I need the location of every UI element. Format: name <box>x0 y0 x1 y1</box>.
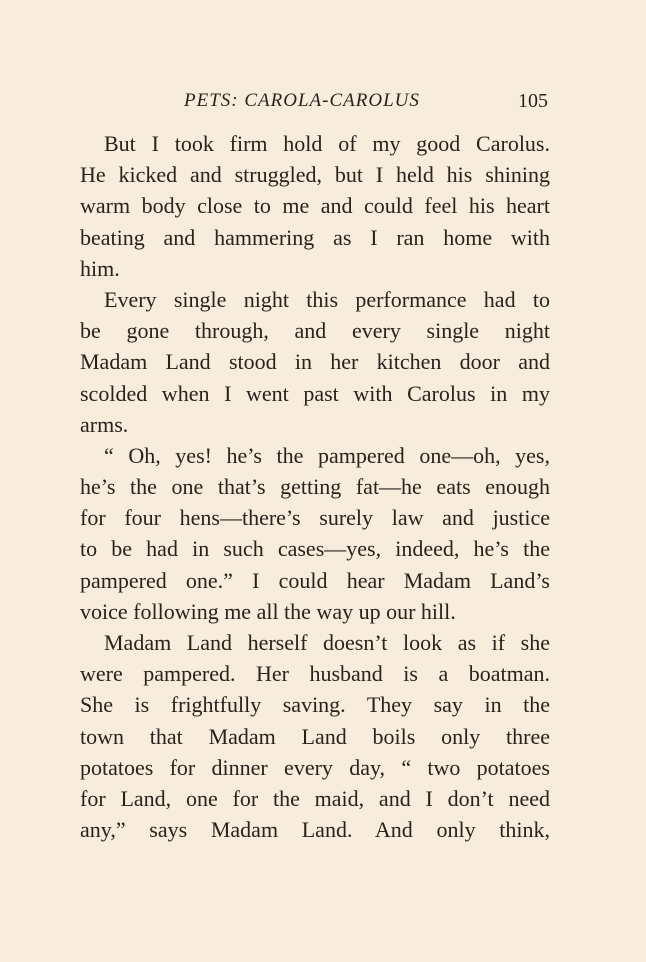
text-line: He kicked and struggled, but I held his shining <box>80 162 550 188</box>
text-line: But I took firm hold of my good Carolus. <box>104 131 550 156</box>
text-line: be gone through, and every single night <box>80 318 550 344</box>
page-number: 105 <box>518 90 548 112</box>
text-line: to be had in such cases—yes, indeed, he’s the <box>80 536 550 562</box>
text-line: Madam Land herself doesn’t look as if she <box>104 630 550 655</box>
text-line: Madam Land stood in her kitchen door and <box>80 349 550 375</box>
text-line: She is frightfully saving. They say in the <box>80 692 550 718</box>
text-line: voice following me all the way up our hill. <box>80 598 456 624</box>
text-line: arms. <box>80 411 129 437</box>
text-line: him. <box>80 255 120 281</box>
text-line: he’s the one that’s getting fat—he eats enough <box>80 474 550 500</box>
text-line: potatoes for dinner every day, “ two potatoes <box>80 754 550 780</box>
text-line: scolded when I went past with Carolus in my <box>80 380 550 406</box>
text-line: for Land, one for the maid, and I don’t need <box>80 785 550 811</box>
text-line: beating and hammering as I ran home with <box>80 224 550 250</box>
body-text <box>80 128 550 845</box>
running-title: PETS: CAROLA-CAROLUS <box>184 90 420 111</box>
text-line: for four hens—there’s surely law and justice <box>80 505 550 531</box>
text-line: “ Oh, yes! he’s the pampered one—oh, yes, <box>104 442 550 468</box>
text-line: warm body close to me and could feel his heart <box>80 193 550 219</box>
text-line: Every single night this performance had to <box>104 286 550 312</box>
text-line: pampered one.” I could hear Madam Land’s <box>80 567 550 593</box>
running-header <box>80 88 550 114</box>
text-line: town that Madam Land boils only three <box>80 723 550 749</box>
text-line: were pampered. Her husband is a boatman. <box>80 661 550 687</box>
text-line: any,” says Madam Land. And only think, <box>80 817 550 843</box>
